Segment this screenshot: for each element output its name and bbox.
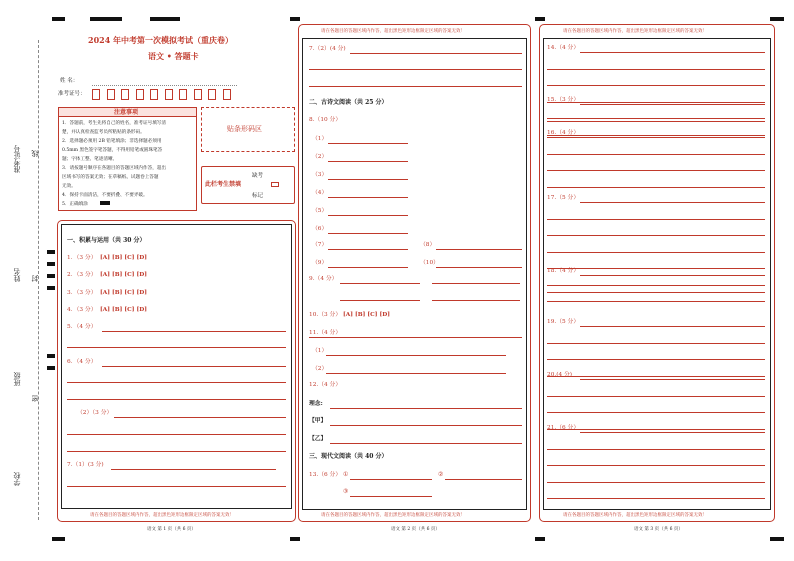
- q13-circle1: ①: [343, 472, 349, 478]
- page2-inner-frame: [302, 38, 527, 510]
- binding-ticket-label: 准考证号: [13, 145, 21, 173]
- q18-label: 18.（4 分）: [547, 268, 580, 274]
- answer-line[interactable]: [547, 252, 765, 253]
- q3-choices[interactable]: [A] [B] [C] [D]: [100, 290, 148, 296]
- q8-sub-label: （1）: [312, 136, 328, 142]
- answer-line[interactable]: [580, 275, 765, 276]
- answer-line[interactable]: [580, 52, 765, 53]
- answer-line[interactable]: [432, 300, 520, 301]
- answer-line[interactable]: [330, 443, 522, 444]
- side-mark: [47, 286, 55, 290]
- absent-mark-box[interactable]: [271, 182, 279, 187]
- absent-label: 此栏考生禁填: [205, 181, 242, 188]
- q7b-label: 7.（2）(4 分): [309, 46, 346, 52]
- answer-line[interactable]: [328, 143, 408, 144]
- ticket-digit-cell[interactable]: [223, 89, 231, 100]
- page1-footer: 语文 第 1 页（共 6 页）: [147, 527, 196, 532]
- q7-label: 7.（1）(3 分): [67, 462, 104, 468]
- q8-sub-label: （7）: [312, 242, 328, 248]
- answer-line[interactable]: [67, 434, 286, 435]
- q8-sub-label: （8）: [420, 242, 436, 248]
- answer-line[interactable]: [547, 154, 765, 155]
- answer-line[interactable]: [547, 121, 765, 122]
- answer-line[interactable]: [328, 161, 408, 162]
- page3-warning-top: 请在各题目的答题区域内作答，超出黑色矩形边框限定区域的答案无效！: [563, 29, 707, 34]
- q8-sub-label: （2）: [312, 154, 328, 160]
- answer-line[interactable]: [67, 382, 286, 383]
- side-mark: [47, 366, 55, 370]
- answer-line[interactable]: [547, 135, 765, 136]
- ticket-digit-cell[interactable]: [194, 89, 202, 100]
- registration-mark: [52, 17, 65, 21]
- answer-line[interactable]: [547, 102, 765, 103]
- answer-line[interactable]: [328, 233, 408, 234]
- binding-class-label: 班级: [13, 372, 21, 386]
- q13-circle2: ②: [438, 472, 444, 478]
- answer-line[interactable]: [547, 170, 765, 171]
- answer-line[interactable]: [580, 137, 765, 138]
- q17-label: 17.（5 分）: [547, 195, 580, 201]
- section2-title: 二、古诗文阅读（共 25 分）: [309, 99, 388, 106]
- q12-yi-label: 【乙】: [309, 436, 327, 442]
- answer-line[interactable]: [547, 292, 765, 293]
- q11-sub2-label: （2）: [312, 366, 328, 372]
- section3-title: 三、现代文阅读（共 40 分）: [309, 453, 388, 460]
- answer-line[interactable]: [330, 425, 522, 426]
- absent-box: [201, 166, 295, 204]
- q8-sub-label: （5）: [312, 208, 328, 214]
- q21-label: 21.（6 分）: [547, 425, 580, 431]
- binding-name-label: 姓名: [13, 268, 21, 282]
- notice-item: 题；字体工整、笔迹清晰。: [62, 157, 118, 162]
- absent-mark-label1: 缺考: [252, 173, 264, 179]
- ticket-digit-cell[interactable]: [136, 89, 144, 100]
- answer-line[interactable]: [326, 373, 506, 374]
- answer-line[interactable]: [580, 326, 765, 327]
- ticket-digit-cell[interactable]: [208, 89, 216, 100]
- q2-choices[interactable]: [A] [B] [C] [D]: [100, 272, 148, 278]
- answer-line[interactable]: [547, 449, 765, 450]
- notice-item: 无效。: [62, 184, 76, 189]
- answer-line[interactable]: [547, 465, 765, 466]
- notice-item: 4．保持卡面清洁，不要折叠、不要弄破。: [62, 193, 148, 198]
- notice-item: 3．请按题号顺序在各题目的答题区域内作答，超出: [62, 166, 166, 171]
- barcode-area: [201, 107, 295, 152]
- notice-item: 2．选择题必须用 2B 铅笔填涂；非选择题必须用: [62, 139, 162, 144]
- page3-footer: 语文 第 3 页（共 6 页）: [634, 527, 683, 532]
- answer-line[interactable]: [330, 408, 522, 409]
- q13-label: 13.（6 分）: [309, 472, 342, 478]
- page3-warning-bottom: 请在各题目的答题区域内作答，超出黑色矩形边框限定区域的答案无效！: [563, 513, 707, 518]
- q8-sub-label: （9）: [312, 260, 328, 266]
- side-mark: [47, 274, 55, 278]
- ticket-digit-cell[interactable]: [92, 89, 100, 100]
- answer-line[interactable]: [547, 429, 765, 430]
- notice-box: [58, 107, 197, 211]
- answer-line[interactable]: [328, 249, 408, 250]
- ticket-digit-cell[interactable]: [121, 89, 129, 100]
- answer-line[interactable]: [580, 104, 765, 105]
- registration-mark: [290, 537, 300, 541]
- answer-line[interactable]: [350, 496, 432, 497]
- q20-label: 20.(4 分): [547, 372, 573, 378]
- page2-warning-bottom: 请在各题目的答题区域内作答，超出黑色矩形边框限定区域的答案无效！: [321, 513, 465, 518]
- q13-circle3: ③: [343, 489, 349, 495]
- q16-label: 16.（4 分）: [547, 130, 580, 136]
- page-subtitle: 语文 • 答题卡: [148, 51, 199, 61]
- answer-line[interactable]: [309, 86, 522, 87]
- name-field[interactable]: [92, 85, 237, 86]
- registration-mark: [150, 17, 180, 21]
- answer-line[interactable]: [350, 53, 522, 54]
- registration-mark: [535, 17, 545, 21]
- answer-line[interactable]: [580, 202, 765, 203]
- q11-sub1-label: （1）: [312, 348, 328, 354]
- registration-mark: [770, 537, 784, 541]
- answer-line[interactable]: [432, 283, 520, 284]
- answer-line[interactable]: [67, 347, 286, 348]
- q1-choices[interactable]: [A] [B] [C] [D]: [100, 255, 148, 261]
- notice-item: 1．答题前，考生先将自己的姓名，准考证号填写清: [62, 121, 166, 126]
- binding-line-label: 线: [31, 150, 39, 157]
- answer-line[interactable]: [445, 479, 522, 480]
- q14-label: 14.（4 分）: [547, 45, 580, 51]
- absent-mark-label2: 标记: [252, 193, 264, 199]
- answer-line[interactable]: [340, 300, 420, 301]
- answer-line[interactable]: [547, 396, 765, 397]
- q12-reason-label: 理念:: [309, 401, 323, 407]
- answer-line[interactable]: [309, 337, 522, 338]
- answer-line[interactable]: [547, 285, 765, 286]
- registration-mark: [770, 17, 784, 21]
- q8-sub-label: （6）: [312, 226, 328, 232]
- answer-line[interactable]: [547, 498, 765, 499]
- q15-label: 15.（3 分）: [547, 97, 580, 103]
- answer-line[interactable]: [328, 267, 408, 268]
- ticket-digit-cell[interactable]: [150, 89, 158, 100]
- side-mark: [47, 250, 55, 254]
- q8-sub-label: （3）: [312, 172, 328, 178]
- registration-mark: [290, 17, 300, 21]
- notice-item: 0.5mm 黑色签字笔答题，不得用铅笔或圆珠笔答: [62, 148, 163, 153]
- q10-choices[interactable]: [A] [B] [C] [D]: [343, 312, 391, 318]
- answer-line[interactable]: [547, 376, 765, 377]
- answer-line[interactable]: [328, 215, 408, 216]
- notice-item: 5．正确填涂: [62, 202, 88, 207]
- ticket-digit-cell[interactable]: [107, 89, 115, 100]
- page-title: 2024 年中考第一次模拟考试（重庆卷）: [88, 35, 234, 45]
- answer-line[interactable]: [67, 486, 286, 487]
- answer-line[interactable]: [67, 399, 286, 400]
- answer-line[interactable]: [436, 249, 522, 250]
- notice-title: 注意事项: [114, 109, 139, 116]
- answer-line[interactable]: [547, 85, 765, 86]
- q9-label: 9.（4 分）: [309, 276, 338, 282]
- filled-bubble-sample: [100, 201, 110, 205]
- q1-label: 1．（3 分）: [67, 255, 97, 261]
- answer-line[interactable]: [547, 69, 765, 70]
- answer-line[interactable]: [547, 219, 765, 220]
- q6-label: 6．（4 分）: [67, 359, 97, 365]
- answer-line[interactable]: [328, 197, 408, 198]
- q8-label: 8.（10 分）: [309, 117, 342, 123]
- answer-line[interactable]: [547, 235, 765, 236]
- barcode-label: 贴条形码区: [227, 125, 262, 133]
- name-label: 姓 名：: [60, 78, 79, 84]
- ticket-label: 准考证号：: [58, 91, 86, 97]
- answer-line[interactable]: [114, 417, 286, 418]
- side-mark: [47, 354, 55, 358]
- answer-line[interactable]: [309, 69, 522, 70]
- q19-label: 19.（5 分）: [547, 319, 580, 325]
- q5-label: 5．（4 分）: [67, 324, 97, 330]
- answer-line[interactable]: [547, 359, 765, 360]
- page1-warning: 请在各题目的答题区域内作答，超出黑色矩形边框限定区域的答案无效！: [90, 513, 234, 518]
- answer-line[interactable]: [547, 268, 765, 269]
- side-mark: [47, 262, 55, 266]
- page2-footer: 语文 第 2 页（共 6 页）: [391, 527, 440, 532]
- q8-sub-label: （4）: [312, 190, 328, 196]
- answer-line[interactable]: [102, 331, 286, 332]
- q6-sub2-label: （2）（3 分）: [77, 410, 113, 416]
- answer-line[interactable]: [580, 432, 765, 433]
- binding-school-label: 学校: [13, 472, 21, 486]
- registration-mark: [535, 537, 545, 541]
- answer-line[interactable]: [547, 343, 765, 344]
- notice-item: 区域书写的答案无效；在草稿纸、试题卷上答题: [62, 175, 159, 180]
- answer-line[interactable]: [328, 179, 408, 180]
- answer-line[interactable]: [67, 451, 286, 452]
- answer-line[interactable]: [111, 469, 276, 470]
- q4-choices[interactable]: [A] [B] [C] [D]: [100, 307, 148, 313]
- answer-line[interactable]: [340, 283, 420, 284]
- q3-label: 3．（3 分）: [67, 290, 97, 296]
- q11-label: 11.（4 分）: [309, 330, 342, 336]
- notice-item: 楚，并认真检查监考员所粘贴的条形码。: [62, 130, 145, 135]
- answer-line[interactable]: [547, 482, 765, 483]
- q4-label: 4．（3 分）: [67, 307, 97, 313]
- q12-label: 12.（4 分）: [309, 382, 342, 388]
- binding-seal-label: 封: [31, 275, 39, 282]
- answer-line[interactable]: [350, 479, 432, 480]
- q12-jia-label: 【甲】: [309, 418, 327, 424]
- registration-mark: [52, 537, 65, 541]
- answer-line[interactable]: [580, 379, 765, 380]
- q2-label: 2．（3 分）: [67, 272, 97, 278]
- ticket-digit-cell[interactable]: [165, 89, 173, 100]
- registration-mark: [90, 17, 122, 21]
- binding-secret-label: 密: [31, 395, 39, 402]
- answer-line[interactable]: [436, 267, 522, 268]
- page2-warning-top: 请在各题目的答题区域内作答，超出黑色矩形边框限定区域的答案无效！: [321, 29, 465, 34]
- answer-line[interactable]: [547, 412, 765, 413]
- answer-line[interactable]: [326, 355, 506, 356]
- section1-title: 一、积累与运用（共 30 分）: [67, 237, 146, 244]
- answer-line[interactable]: [102, 366, 286, 367]
- answer-line[interactable]: [547, 187, 765, 188]
- answer-line[interactable]: [547, 301, 765, 302]
- q10-label: 10.（3 分）: [309, 312, 342, 318]
- ticket-digit-cell[interactable]: [179, 89, 187, 100]
- q8-sub-label: （10）: [420, 260, 439, 266]
- answer-line[interactable]: [547, 118, 765, 119]
